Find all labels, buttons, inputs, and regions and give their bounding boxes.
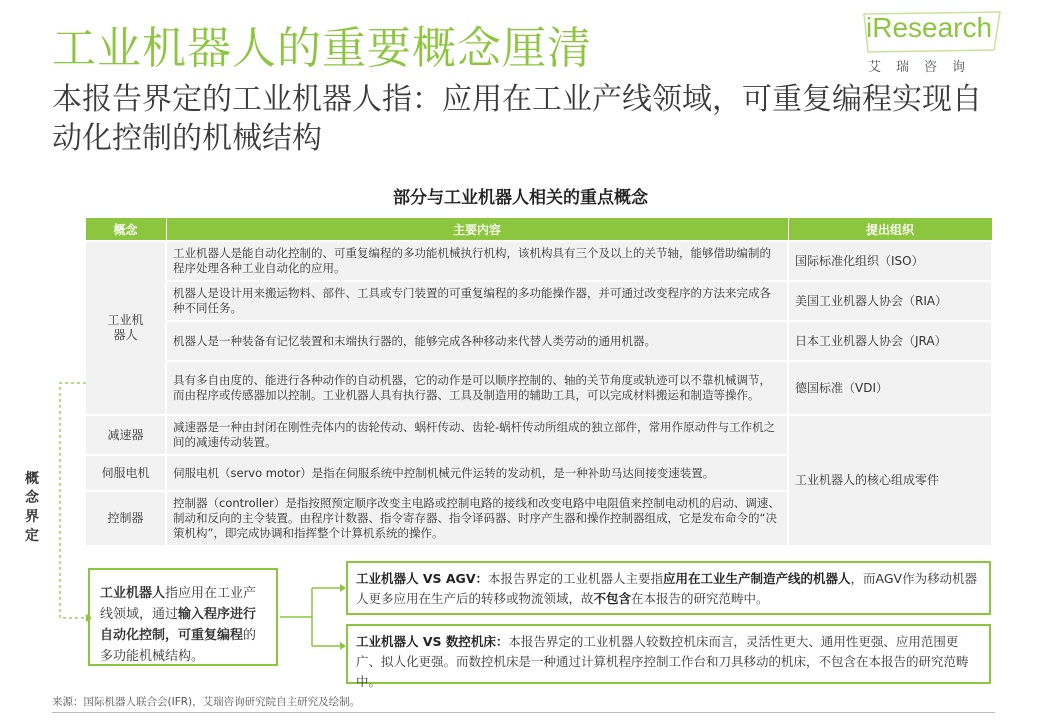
footer-divider [52,712,995,713]
comparison-text: 本报告界定的工业机器人主要指 [488,571,664,586]
definition-emphasis: 输入程序进行自动化控制 [100,607,257,643]
definition-text-3: 的多功能机械结构。 [100,628,257,664]
content-cell: 机器人是一种装备有记忆装置和末端执行器的，能够完成各种移动来代替人类劳动的通用机器。 [166,321,788,361]
comparison-text: 本报告界定的工业机器人较数控机床而言，灵活性更大、通用性更强、应用范围更广、拟人化更强。而数控机床是一种通过计算机程序控制工作台和刀具移动的机床， [356,634,959,669]
comparison-box-cnc [346,624,991,689]
org-cell: 日本工业机器人协会（JRA） [788,321,992,361]
content-cell: 减速器是一种由封闭在刚性壳体内的齿轮传动、蜗杆传动、齿轮-蜗杆传动所组成的独立部件，常用作原动件与工作机之间的减速传动装置。 [166,415,788,455]
logo-subtext: 艾瑞咨询 [868,60,981,75]
comparison-text-2: ，而AGV作为移动机器人更多应用在生产后的转移或物流领域，故 [356,571,978,606]
org-cell-components: 工业机器人的核心组成零件 [788,415,992,546]
comparison-emphasis-2: 不包含 [593,591,632,606]
org-cell: 德国标准（VDI） [788,361,992,415]
comparison-text-2: 不包含在本报告的研究范畴中。 [356,654,969,689]
definition-term: 工业机器人 [100,586,166,601]
comparison-box-agv [346,561,991,615]
page-subtitle: 本报告界定的工业机器人指：应用在工业产线领域，可重复编程实现自动化控制的机械结构 [52,82,982,156]
column-header-content: 主要内容 [166,218,788,242]
column-header-org: 提出组织 [788,218,992,242]
content-cell: 伺服电机（servo motor）是指在伺服系统中控制机械元件运转的发动机，是一种补助马达间接变速装置。 [166,455,788,491]
concept-cell-controller: 控制器 [85,491,166,546]
definition-box [88,568,278,666]
page-title: 工业机器人的重要概念厘清 [52,23,592,74]
column-header-concept: 概念 [85,218,166,242]
content-cell: 机器人是设计用来搬运物料、部件、工具或专门装置的可重复编程的多功能操作器，并可通过改变程序的方法来完成各种不同任务。 [166,281,788,321]
org-cell: 美国工业机器人协会（RIA） [788,281,992,321]
definition-text: 指应用在工业产线领域，通过 [100,586,257,622]
comparison-emphasis: 应用在工业生产制造产线的机器人 [663,571,851,586]
comparison-text-3: 在本报告的研究范畴中。 [631,591,769,606]
table-title: 部分与工业机器人相关的重点概念 [393,188,648,208]
concept-cell-industrial-robot: 工业机器人 [85,241,166,415]
comparison-heading: 工业机器人 VS 数控机床： [356,634,509,649]
org-cell: 国际标准化组织（ISO） [788,241,992,281]
source-note: 来源：国际机器人联合会(IFR)，艾瑞咨询研究院自主研究及绘制。 [52,696,361,708]
concept-cell-servo: 伺服电机 [85,455,166,491]
comparison-heading: 工业机器人 VS AGV： [356,571,488,586]
content-cell: 控制器（controller）是指按照预定顺序改变主电路或控制电路的接线和改变电路中电阻值来控制电动机的启动、调速、制动和反向的主令装置。由程序计数器、指令寄存器、指令译码器、时序产生器和操作控制器组成，它是发布命令的“决策机构”，即完成协调和指挥整个计算机系统的操作。 [166,491,788,546]
content-cell: 具有多自由度的、能进行各种动作的自动机器，它的动作是可以顺序控制的、轴的关节角度或轨迹可以不靠机械调节，而由程序或传感器加以控制。工业机器人具有执行器、工具及制造用的辅助工具，可以完成材料搬运和制造等操作。 [166,361,788,415]
concept-cell-reducer: 减速器 [85,415,166,455]
content-cell: 工业机器人是能自动化控制的、可重复编程的多功能机械执行机构，该机构具有三个及以上的关节轴，能够借助编制的程序处理各种工业自动化的应用。 [166,241,788,281]
logo-wordmark: iResearch [866,12,993,43]
definition-text-2: ，可重复编程 [165,628,244,643]
side-label: 概念界定 [25,471,39,544]
